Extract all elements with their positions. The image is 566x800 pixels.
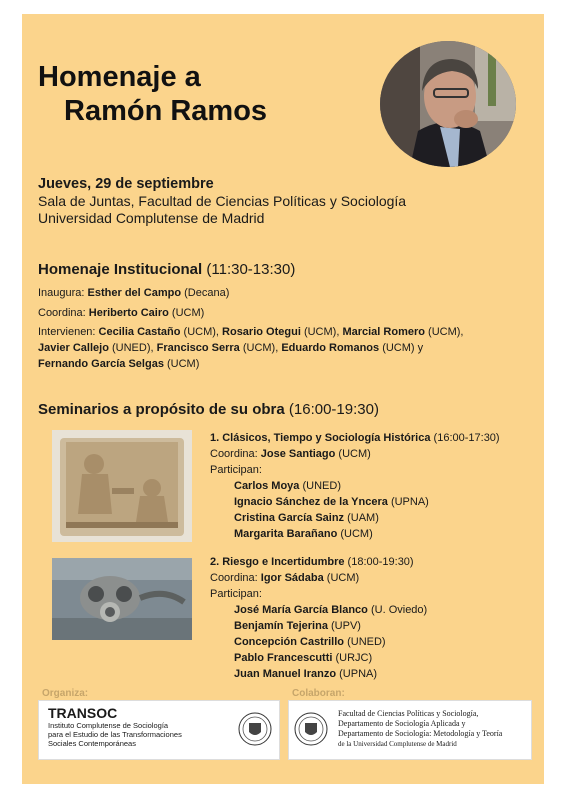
inaugura-name: Esther del Campo (87, 287, 182, 299)
participant-name: Concepción Castrillo (234, 636, 345, 648)
speaker-name: Cecilia Castaño (98, 326, 181, 338)
coordina-label: Coordina: (210, 572, 258, 584)
participant-name: Benjamín Tejerina (234, 620, 328, 632)
transoc-name: TRANSOC (48, 705, 118, 721)
coordina-name: Jose Santiago (260, 448, 336, 460)
seminar-2 (210, 554, 427, 682)
transoc-desc-1: Instituto Complutense de Sociología (48, 721, 169, 730)
portrait-photo (380, 41, 516, 167)
seminar-1-heading (210, 430, 500, 446)
seminar-1 (210, 430, 500, 542)
faculty-line-4: de la Universidad Complutense de Madrid (338, 740, 457, 748)
ucm-seal-icon (294, 712, 328, 751)
coordina-line (38, 305, 528, 321)
intervienen-label: Intervienen: (38, 326, 96, 338)
colaboran-label: Colaboran: (292, 688, 345, 699)
participant-inst: (UPV) (331, 620, 361, 632)
speaker-inst: (UCM), (242, 342, 279, 354)
event-date: Jueves, 29 de septiembre (38, 176, 214, 192)
faculty-text (338, 709, 502, 749)
participant-name: Cristina García Sainz (234, 512, 345, 524)
speaker-inst: (UCM) (167, 358, 200, 370)
speaker-inst: (UCM), (303, 326, 340, 338)
participant (210, 666, 427, 682)
institucional-heading (38, 261, 295, 278)
speaker-inst: (UNED), (112, 342, 154, 354)
seminarios-title: Seminarios a propósito de su obra (38, 401, 285, 418)
speaker-name: Rosario Otegui (222, 326, 301, 338)
transoc-desc-2: para el Estudio de las Transformaciones (48, 730, 182, 739)
participan-label: Participan: (210, 588, 262, 600)
participant-inst: (U. Oviedo) (370, 604, 428, 616)
title-line-1: Homenaje a (38, 61, 201, 93)
faculty-line-1: Facultad de Ciencias Políticas y Sociología, (338, 709, 479, 718)
faculty-line-2: Departamento de Sociología Aplicada y (338, 719, 466, 728)
venue-university: Universidad Complutense de Madrid (38, 210, 265, 226)
transoc-logo (48, 705, 182, 748)
participant-inst: (UPNA) (390, 496, 429, 508)
inaugura-line (38, 285, 528, 301)
venue-info (38, 176, 406, 227)
speaker-name: Eduardo Romanos (281, 342, 380, 354)
participant (210, 634, 427, 650)
participan-label: Participan: (210, 464, 262, 476)
participant-name: Ignacio Sánchez de la Yncera (234, 496, 388, 508)
participant-inst: (UAM) (347, 512, 379, 524)
ucm-seal-icon (238, 712, 272, 751)
coordina-label: Coordina: (38, 307, 86, 319)
participant (210, 618, 427, 634)
speaker-inst: (UCM), (183, 326, 219, 338)
participant (210, 650, 427, 666)
transoc-desc-3: Sociales Contemporáneas (48, 739, 136, 748)
inaugura-label: Inaugura: (38, 287, 85, 299)
gas-mask-image (52, 558, 192, 640)
seminar-2-heading (210, 554, 427, 570)
participant (210, 602, 427, 618)
coordina-inst: (UCM) (338, 448, 371, 460)
coordina-name: Igor Sádaba (260, 572, 324, 584)
coordina-name: Heriberto Cairo (88, 307, 169, 319)
organiza-label: Organiza: (42, 688, 89, 699)
seminar-1-time: (16:00-17:30) (433, 432, 500, 444)
speaker-name: Javier Callejo (38, 342, 109, 354)
participant (210, 478, 500, 494)
inaugura-role: (Decana) (184, 287, 230, 299)
participant-inst: (UPNA) (339, 668, 378, 680)
participant (210, 494, 500, 510)
coordina-label: Coordina: (210, 448, 258, 460)
participant-inst: (UCM) (340, 528, 373, 540)
coordina-inst: (UCM) (171, 307, 205, 319)
participant-name: Pablo Francescutti (234, 652, 333, 664)
seminar-2-time: (18:00-19:30) (347, 556, 414, 568)
seminar-2-title: 2. Riesgo e Incertidumbre (210, 556, 345, 568)
participant-name: Carlos Moya (234, 480, 300, 492)
participant (210, 510, 500, 526)
participant-name: José María García Blanco (234, 604, 368, 616)
seminar-1-coordina (210, 446, 500, 462)
speaker-name: Marcial Romero (342, 326, 425, 338)
faculty-line-3: Departamento de Sociología: Metodología y Teoría (338, 729, 503, 738)
participant-inst: (UNED) (302, 480, 341, 492)
coordina-inst: (UCM) (326, 572, 360, 584)
participant-inst: (URJC) (335, 652, 373, 664)
page-title (38, 60, 267, 128)
speaker-inst: (UCM), (428, 326, 464, 338)
participant-name: Juan Manuel Iranzo (234, 668, 337, 680)
institucional-title: Homenaje Institucional (38, 261, 203, 278)
institucional-time: (11:30-13:30) (206, 261, 296, 278)
speaker-name: Francisco Serra (156, 342, 240, 354)
relief-image (52, 430, 192, 542)
speaker-name: Fernando García Selgas (38, 358, 164, 370)
seminar-1-title: 1. Clásicos, Tiempo y Sociología Histórica (210, 432, 431, 444)
venue-room: Sala de Juntas, Facultad de Ciencias Políticas y Sociología (38, 193, 407, 209)
seminarios-time: (16:00-19:30) (288, 401, 379, 418)
speaker-inst: (UCM) y (382, 342, 424, 354)
participant-inst: (UNED) (347, 636, 386, 648)
participant (210, 526, 500, 542)
seminarios-heading (38, 401, 379, 418)
participant-name: Margarita Barañano (234, 528, 338, 540)
seminar-2-coordina (210, 570, 427, 586)
title-line-2: Ramón Ramos (64, 95, 268, 127)
intervienen-block (38, 324, 528, 372)
